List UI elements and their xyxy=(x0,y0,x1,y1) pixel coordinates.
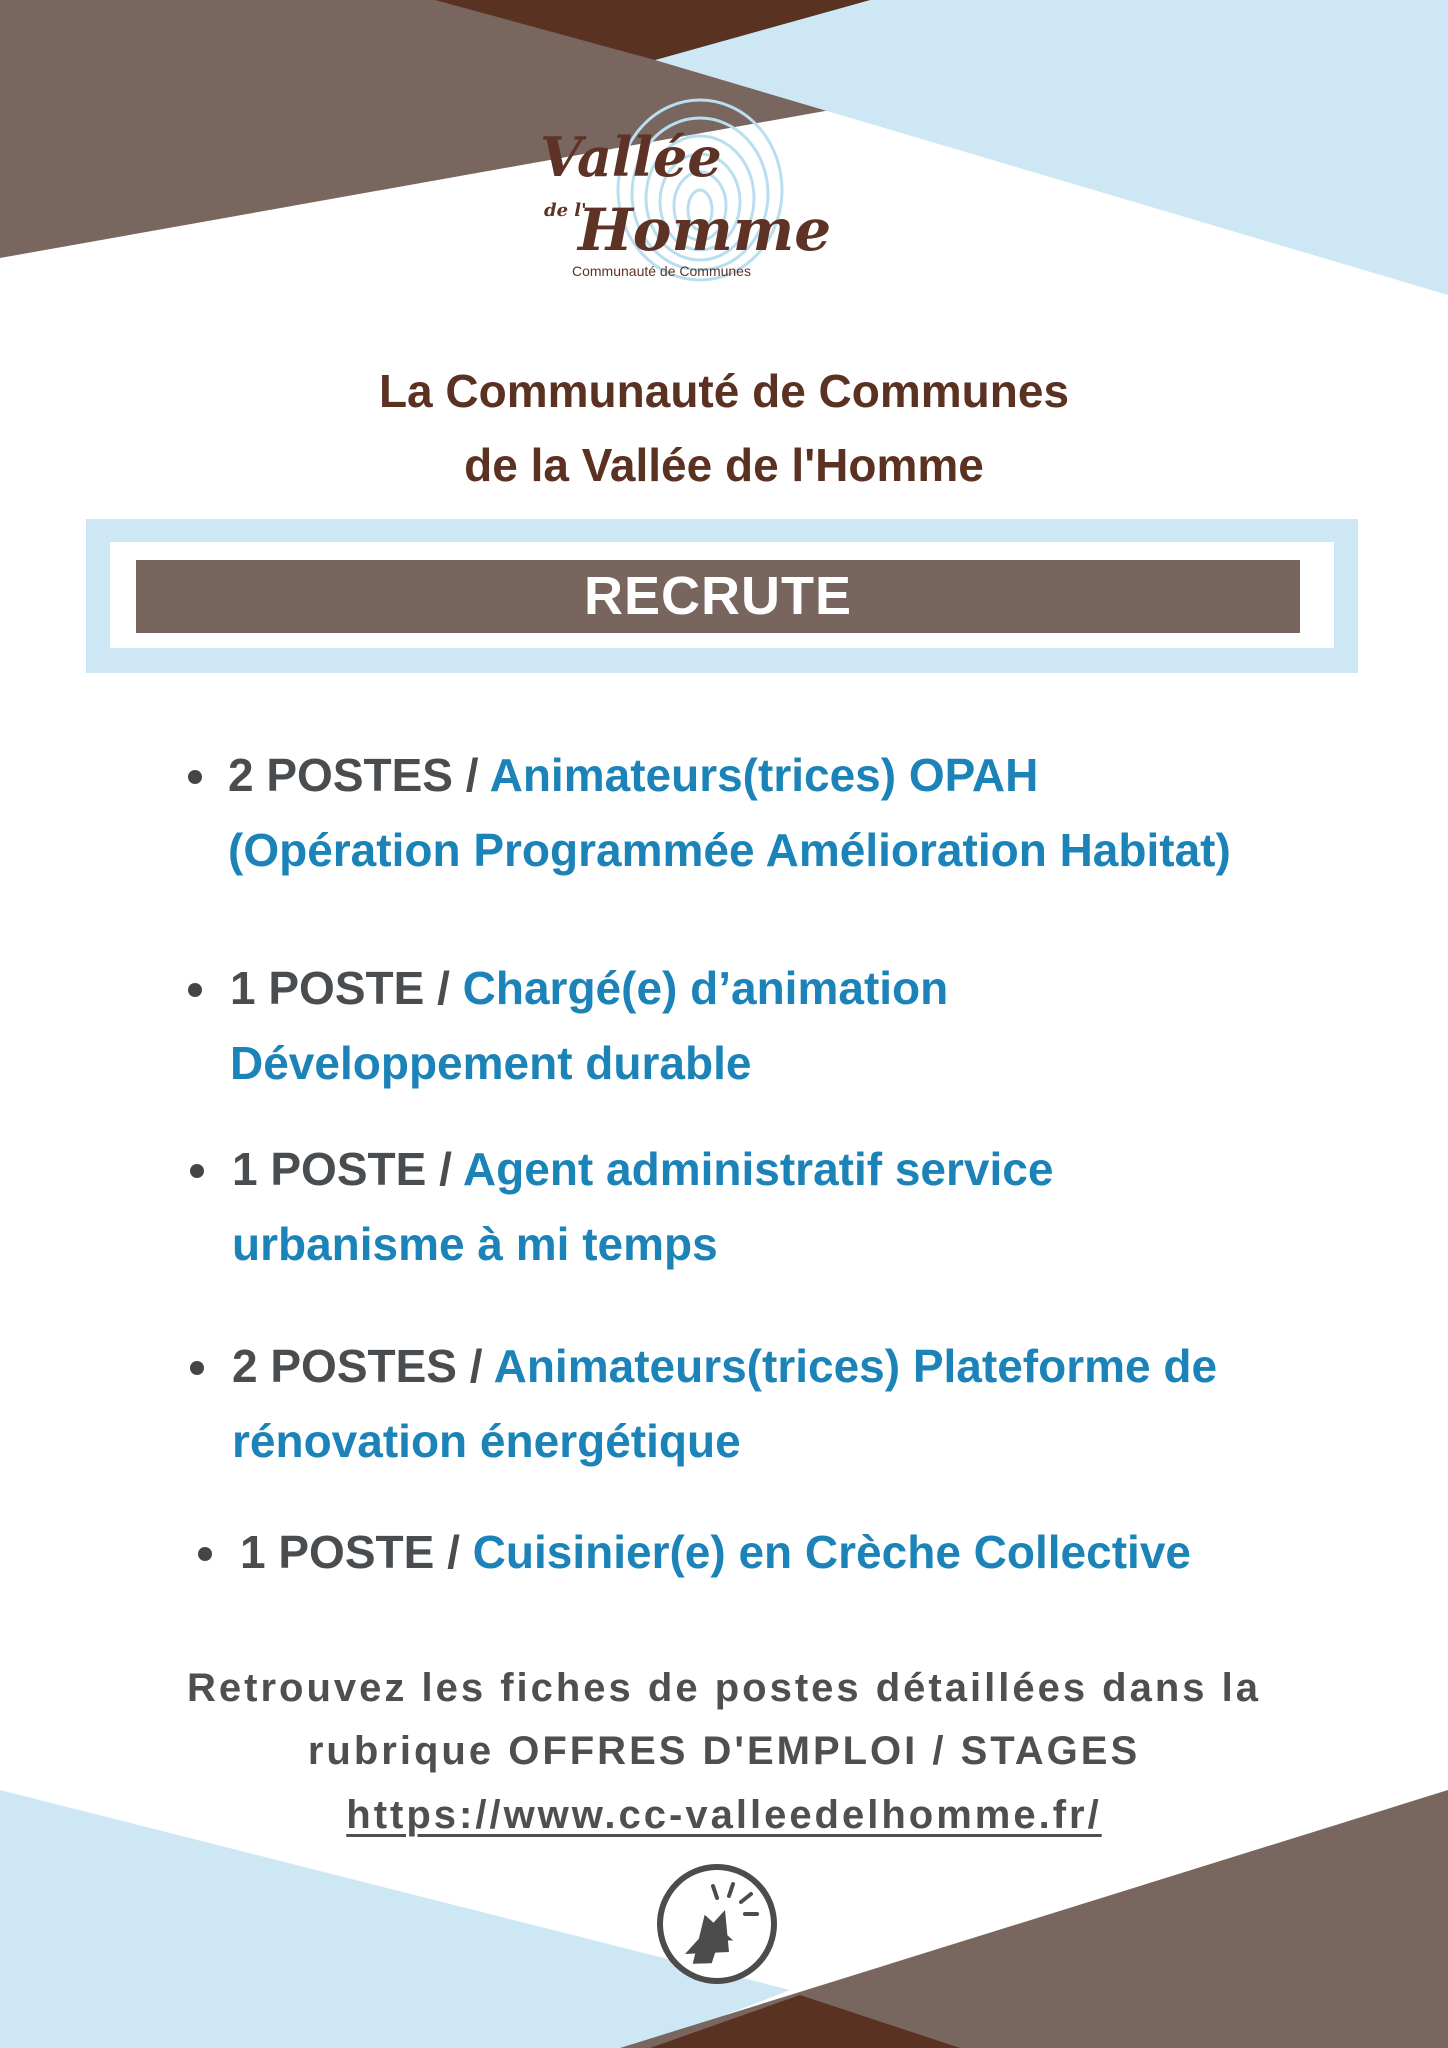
page-title-line-1: La Communauté de Communes xyxy=(378,365,1070,417)
job-count: 1 POSTE / xyxy=(232,1143,463,1195)
bullet xyxy=(188,983,202,997)
footer-text-line-2: rubrique OFFRES D'EMPLOI / STAGES xyxy=(307,1729,1141,1773)
job-title: Agent administratif service xyxy=(462,1143,1054,1195)
logo-line-1: Vallée xyxy=(540,125,722,189)
job-title: Cuisinier(e) en Crèche Collective xyxy=(472,1526,1191,1578)
job-count: 2 POSTES / xyxy=(232,1340,494,1392)
website-link[interactable]: https://www.cc-valleedelhomme.fr/ xyxy=(346,1793,1102,1837)
job-count: 2 POSTES / xyxy=(228,749,490,801)
job-item-3 xyxy=(232,1132,1053,1207)
job-item-5 xyxy=(240,1515,1191,1590)
job-title: Chargé(e) d’animation xyxy=(462,962,949,1014)
job-item-1 xyxy=(228,738,1038,813)
logo-tagline: Communauté de Communes xyxy=(572,263,751,279)
bullet xyxy=(198,1547,212,1561)
page-title-line-2: de la Vallée de l'Homme xyxy=(464,439,984,491)
bullet xyxy=(190,1164,204,1178)
job-title-continued: (Opération Programmée Amélioration Habitat) xyxy=(228,824,1231,876)
bullet xyxy=(188,770,202,784)
footer-text-line-1: Retrouvez les fiches de postes détaillées dans la xyxy=(186,1666,1262,1710)
job-count: 1 POSTE / xyxy=(240,1526,473,1578)
job-title-continued: Développement durable xyxy=(230,1037,752,1089)
job-title-continued: urbanisme à mi temps xyxy=(232,1218,718,1270)
cursor-click-icon[interactable] xyxy=(655,1862,779,1986)
job-title: Animateurs(trices) OPAH xyxy=(489,749,1039,801)
job-title: Animateurs(trices) Plateforme de xyxy=(493,1340,1218,1392)
vallee-de-lhomme-logo xyxy=(530,98,832,298)
logo-line-2: de l' xyxy=(544,200,587,221)
logo-line-3: Homme xyxy=(578,196,832,264)
recrute-banner: RECRUTE xyxy=(136,560,1300,633)
job-count: 1 POSTE / xyxy=(230,962,463,1014)
job-title-continued: rénovation énergétique xyxy=(232,1415,741,1467)
job-item-2 xyxy=(230,951,948,1026)
job-item-4 xyxy=(232,1329,1217,1404)
bullet xyxy=(190,1361,204,1375)
